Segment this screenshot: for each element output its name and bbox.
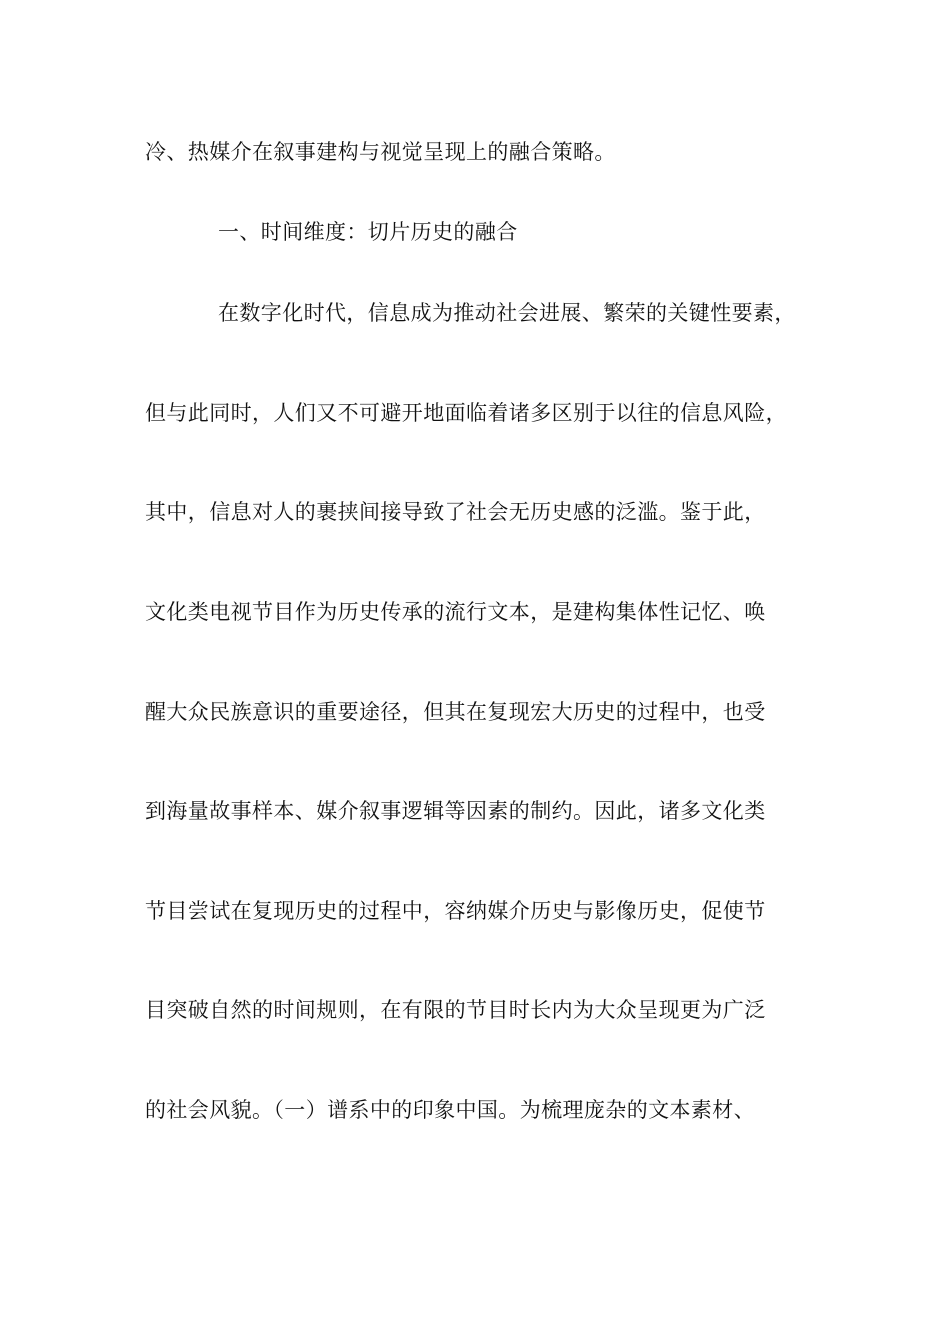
text-line: 目突破自然的时间规则，在有限的节目时长内为大众呈现更为广泛 — [145, 998, 766, 1022]
text-line: 节目尝试在复现历史的过程中，容纳媒介历史与影像历史，促使节 — [145, 899, 766, 923]
text-line: 其中，信息对人的裹挟间接导致了社会无历史感的泛滥。鉴于此， — [145, 500, 766, 524]
text-line: 在数字化时代，信息成为推动社会进展、繁荣的关键性要素， — [218, 301, 796, 325]
text-line: 醒大众民族意识的重要途径，但其在复现宏大历史的过程中，也受 — [145, 700, 766, 724]
text-line: 冷、热媒介在叙事建构与视觉呈现上的融合策略。 — [145, 140, 616, 164]
text-line: 到海量故事样本、媒介叙事逻辑等因素的制约。因此，诸多文化类 — [145, 799, 766, 823]
text-line: 文化类电视节目作为历史传承的流行文本，是建构集体性记忆、唤 — [145, 600, 766, 624]
text-line: 的社会风貌。（一）谱系中的印象中国。为梳理庞杂的文本素材、 — [145, 1098, 756, 1122]
text-line: 但与此同时，人们又不可避开地面临着诸多区别于以往的信息风险， — [145, 401, 787, 425]
section-heading: 一、时间维度：切片历史的融合 — [218, 220, 518, 244]
